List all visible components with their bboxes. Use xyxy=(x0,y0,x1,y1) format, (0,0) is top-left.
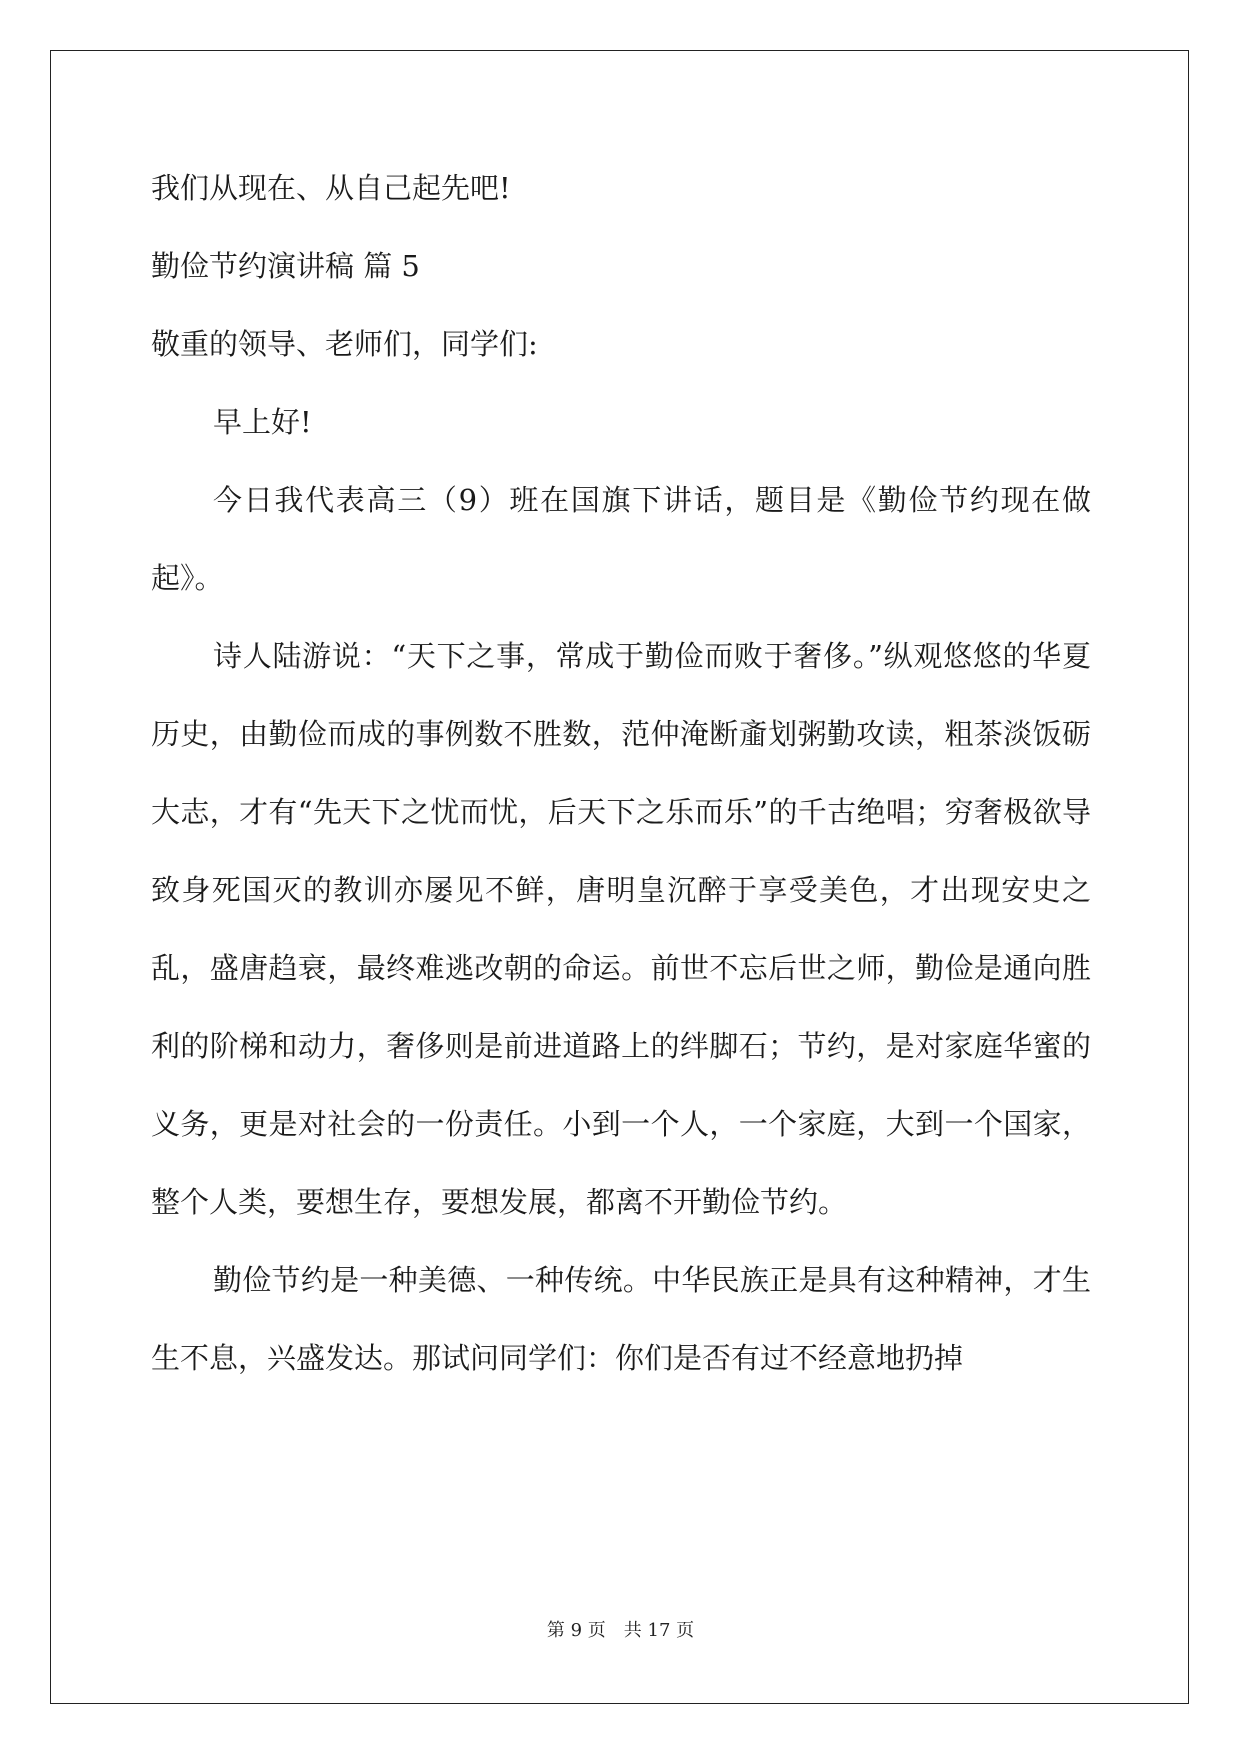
paragraph: 勤俭节约是一种美德、一种传统。中华民族正是具有这种精神，才生生不息，兴盛发达。那试问同学们：你们是否有过不经意地扔掉 xyxy=(151,1263,1091,1375)
paragraph: 今日我代表高三（9）班在国旗下讲话，题目是《勤俭节约现在做起》。 xyxy=(151,483,1091,595)
salutation: 敬重的领导、老师们，同学们: xyxy=(151,327,538,361)
paragraph: 诗人陆游说：“天下之事，常成于勤俭而败于奢侈。”纵观悠悠的华夏历史，由勤俭而成的事例数不胜数，范仲淹断齑划粥勤攻读，粗茶淡饭砺大志，才有“先天下之忧而忧，后天下之乐而乐”的千古绝唱；穷奢极欲导致身死国灭的教训亦屡见不鲜，唐明皇沉醉于享受美色，才出现安史之乱，盛唐趋衰，最终难逃改朝的命运。前世不忘后世之师，勤俭是通向胜利的阶梯和动力，奢侈则是前进道路上的绊脚石；节约，是对家庭华蜜的义务，更是对社会的一份责任。小到一个人，一个家庭，大到一个国家，整个人类，要想生存，要想发展，都离不开勤俭节约。 xyxy=(151,639,1091,1219)
text-line: 我们从现在、从自己起先吧! xyxy=(151,171,511,205)
greeting: 早上好! xyxy=(213,405,312,439)
section-heading: 勤俭节约演讲稿 篇 5 xyxy=(151,249,420,283)
page-footer: 第 9 页 共 17 页 xyxy=(546,1620,695,1641)
document-body xyxy=(151,163,1091,1397)
